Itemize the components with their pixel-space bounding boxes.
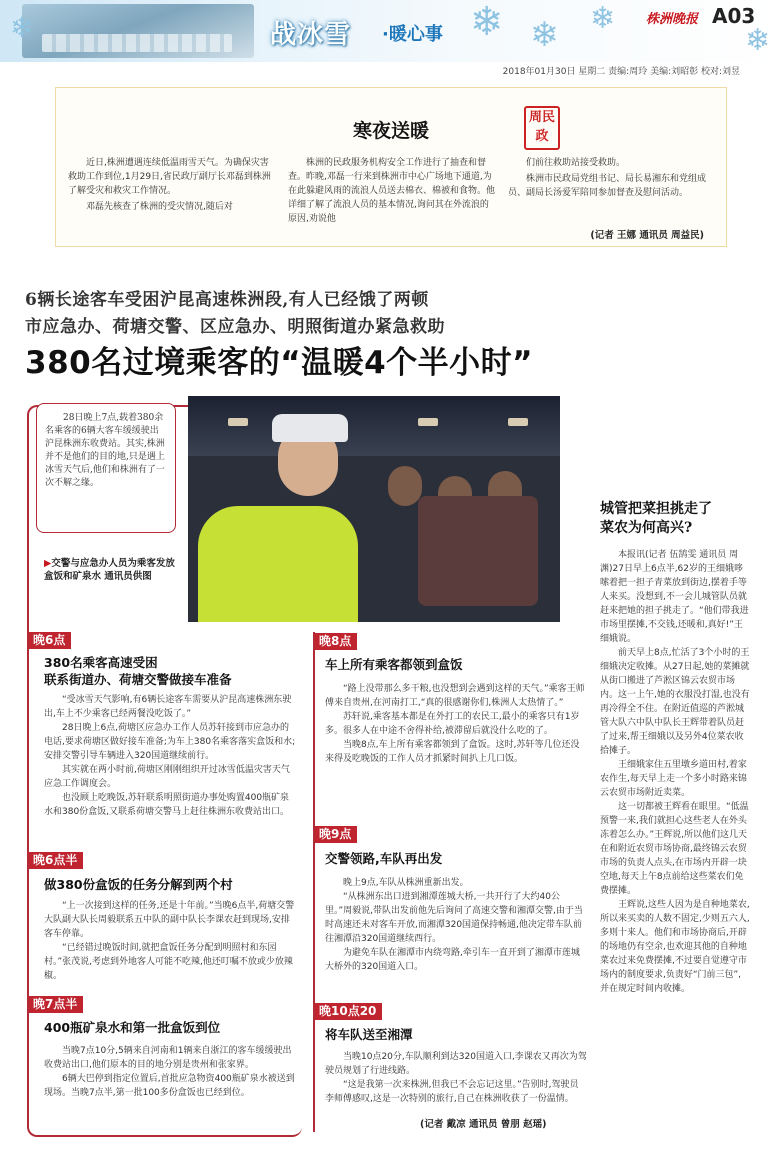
paragraph: 王辉说,这些人因为是自种地菜农,所以来买卖的人数不固定,少则五六人,多则十来人。他们和市场协商后,开辟的场地仍有空余,也欢迎其他的自种地菜农过来免费摆摊,不过要自觉遵守市场内的制度要求,负责好“门前三包”,并在规定时间内收摊。	[600, 900, 750, 994]
timeline-frame-right	[313, 632, 315, 1132]
section-title	[44, 654, 294, 688]
top-story-col-2	[288, 156, 496, 228]
snowflake-icon: ❄	[745, 23, 771, 58]
bus-ceiling	[188, 396, 560, 456]
paragraph: 王细娥家住五里墩乡道田村,着家农作生,每天早上走一个多小时路来锦云农贸市场附近卖菜。	[600, 760, 747, 798]
caption-text: 交警与应急办人员为乘客发放盒饭和矿泉水 通讯员供图	[44, 558, 175, 582]
main-byline: (记者 戴凉 通讯员 曾朋 赵瑶)	[420, 1119, 547, 1130]
paragraph: 近日,株洲遭遇连续低温雨雪天气。为确保灾害救助工作到位,1月29日,省民政厅副厅长邓磊到株洲了解受灾和救灾工作情况。	[68, 158, 271, 196]
paragraph: 邓磊先核查了株洲的受灾情况,随后对	[86, 202, 233, 212]
section-body	[44, 693, 296, 819]
title-line: 做380份盒饭的任务分解到两个村	[44, 877, 233, 892]
top-story-col-1	[68, 156, 276, 228]
side-story-title	[600, 500, 750, 538]
paragraph: 当晚8点,车上所有乘客都领到了盒饭。这时,苏轩等几位还没来得及吃晚饭的工作人员才抓紧时间扒上几口饭。	[325, 740, 580, 764]
masthead	[0, 0, 780, 62]
ceiling-light	[508, 418, 528, 426]
snowflake-icon: ❄	[530, 15, 559, 55]
triangle-icon: ▶	[44, 558, 52, 569]
officer-cap	[272, 414, 348, 442]
main-headline: 380名过境乘客的“温暖4个半小时”	[25, 345, 534, 381]
side-story-body	[600, 548, 750, 996]
paragraph: 也没顾上吃晚饭,苏轩联系明照街道办事处购置400瓶矿泉水和380份盒饭,又联系荷塘交警马上赶往株洲东收费站出口。	[44, 793, 290, 817]
paragraph: 株洲市民政局党组书记、局长易湘东和党组成员、副局长汤爱军陪同参加督查及慰问活动。	[508, 174, 707, 198]
section-body	[325, 682, 587, 766]
paragraph: 苏轩说,乘客基本都是在外打工的农民工,最小的乘客只有1岁多。很多人在中途不舍得补给,被滞留后就没什么吃的了。	[325, 712, 580, 736]
top-story-col-3	[508, 156, 716, 228]
title-line: 380名乘客高速受困	[44, 655, 158, 670]
paragraph: 株洲的民政服务机构安全工作进行了抽查和督查。昨晚,邓磊一行来到株洲市中心广场地下通道,为在此躲避风雨的流浪人员送去棉衣、棉被和食物。他详细了解了流浪人员的基本情况,询问其在外流浪的原因,劝说他	[288, 158, 496, 224]
ceiling-light	[418, 418, 438, 426]
title-line: 联系街道办、荷塘交警做接车准备	[44, 672, 232, 687]
section-title: 战冰雪	[270, 20, 352, 50]
paragraph: 6辆大巴停到指定位置后,首批应急物资400瓶矿泉水被送到现场。当晚7点半,第一批100多份盒饭也已经到位。	[44, 1074, 295, 1098]
time-tag: 晚6点半	[29, 852, 83, 869]
title-line: 车上所有乘客都领到盒饭	[325, 657, 463, 672]
paragraph: “受冰雪天气影响,有6辆长途客车需要从沪昆高速株洲东驶出,车上不少乘客已经两餐没吃饭了。”	[44, 695, 292, 719]
seal-text: 周民政	[528, 110, 555, 144]
section-body	[325, 1050, 587, 1106]
section-body	[325, 876, 587, 974]
officer-jacket	[198, 506, 358, 622]
time-tag: 晚7点半	[29, 996, 83, 1013]
masthead-photo	[22, 4, 254, 58]
title-line: 交警领路,车队再出发	[325, 851, 443, 866]
title-line: 城管把菜担挑走了	[600, 501, 712, 517]
paragraph: 本报讯(记者 伍鹄雯 通讯员 周渊)27日早上6点半,62岁的王细娥哆嗦着把一担子青菜放到街边,摆着手等人来买。没想到,不一会儿城管队员就赶来把她的担子挑走了。“他们带我进市场里摆摊,不交钱,还暖和,真好!”王细娥说。	[600, 550, 749, 644]
paragraph: “路上没带那么多干粮,也没想到会遇到这样的天气。”乘客王师傅来自贵州,在河南打工,“真的很感谢你们,株洲人太热情了。”	[325, 684, 585, 708]
top-story-box	[55, 87, 727, 247]
paragraph: 其实就在两小时前,荷塘区刚刚组织开过冰雪低温灾害天气应急工作调度会。	[44, 765, 290, 789]
snowflake-icon: ❄	[10, 11, 34, 44]
title-line: 菜农为何高兴?	[600, 520, 693, 536]
page-number: A03	[712, 4, 756, 28]
title-line: 400瓶矿泉水和第一批盒饭到位	[44, 1020, 221, 1035]
kicker-line-1: 6辆长途客车受困沪昆高速株洲段,有人已经饿了两顿	[25, 290, 429, 310]
paragraph: 为避免车队在湘潭市内绕弯路,牵引车一直开到了湘潭市莲城大桥外的320国道入口。	[325, 948, 580, 972]
paragraph: 当晚7点10分,5辆来自河南和1辆来自浙江的客车缓缓驶出收费站出口,他们原本的目的地分别是贵州和张家界。	[44, 1046, 292, 1070]
top-story-columns	[68, 156, 716, 228]
passenger	[388, 466, 422, 506]
paragraph: “这是我第一次来株洲,但我已不会忘记这里。”告别时,驾驶员李师傅感叹,这是一次特别的旅行,自己在株洲收获了一份温情。	[325, 1080, 579, 1104]
paragraph: “上一次接到这样的任务,还是十年前。”当晚6点半,荷塘交警大队副大队长周毅联系五中队的副中队长李课农赶到现场,安排客车停靠。	[44, 901, 295, 939]
time-tag: 晚6点	[29, 632, 71, 649]
section-body	[44, 899, 296, 983]
paragraph: 28日晚上6点,荷塘区应急办工作人员苏轩接到市应急办的电话,要求荷塘区做好接车准备;为车上380名乘客落实盒饭和水;安排交警引导车辆进入320国道继续前行。	[44, 723, 296, 761]
photo-caption	[44, 557, 179, 583]
ceiling-light	[228, 418, 248, 426]
section-body	[44, 1044, 296, 1100]
dateline: 2018年01月30日 星期二 责编:周玲 美编:刘昭彰 校对:刘昱	[502, 67, 740, 77]
section-title	[325, 1026, 585, 1043]
top-story-byline: (记者 王娜 通讯员 周益民)	[590, 230, 704, 241]
paragraph: “从株洲东出口进到湘潭莲城大桥,一共开行了大约40公里。”周毅说,带队出发前他先后询问了高速交警和湘潭交警,由于当时高速还未对客车开放,而湘潭320国道保持畅通,他决定带车队前往湘潭沿320国道继续西行。	[325, 892, 583, 944]
kicker-line-2: 市应急办、荷塘交警、区应急办、明照街道办紧急救助	[25, 317, 445, 337]
title-line: 将车队送至湘潭	[325, 1027, 413, 1042]
paragraph: “已经错过晚饭时间,就把盒饭任务分配到明照村和东园村。”张茂说,考虑到外地客人可能不吃辣,他还叮嘱不放或少放辣椒。	[44, 943, 293, 981]
section-title	[325, 850, 585, 867]
news-photo	[188, 396, 560, 622]
section-title	[325, 656, 585, 673]
passenger-group	[418, 496, 538, 606]
intro-box: 28日晚上7点,载着380余名乘客的6辆大客车缓缓驶出沪昆株洲东收费站。其实,株洲并不是他们的目的地,只是遇上冰雪天气后,他们和株洲有了一次不解之缘。	[36, 403, 176, 533]
paper-logo: 株洲晚报	[646, 12, 699, 27]
snowflake-icon: ❄	[590, 1, 616, 36]
time-tag: 晚9点	[315, 826, 357, 843]
time-tag: 晚8点	[315, 633, 357, 650]
paragraph: 们前往救助站接受救助。	[526, 158, 626, 168]
snowflake-icon: ❄	[470, 0, 504, 45]
paragraph: 这一切都被王辉看在眼里。“低温预警一来,我们就担心这些老人在外头冻着怎么办。”王辉说,所以他们这几天在和附近农贸市场协商,最终锦云农贸市场的负责人点头,在市场内开辟一块空地,每天上午8点前给这些菜农们免费摆摊。	[600, 802, 749, 896]
paragraph: 当晚10点20分,车队顺利到达320国道入口,李课农又再次为驾驶员规划了行进线路。	[325, 1052, 587, 1076]
paragraph: 前天早上8点,忙活了3个小时的王细娥决定收摊。从27日起,她的菜摊就从街口搬进了芦淞区锦云农贸市场内。这一上午,她的衣服没打湿,也没有再冷得全不住。在附近值巡的芦淞城管大队六中队中队长王辉带着队员赶了过来,帮王细娥以及另外4位菜农收拾摊子。	[600, 648, 750, 756]
section-title	[44, 1019, 294, 1036]
seal-stamp	[524, 106, 560, 150]
time-tag: 晚10点20	[315, 1003, 382, 1020]
top-story-title: 寒夜送暖	[352, 120, 429, 142]
paragraph: 晚上9点,车队从株洲重新出发。	[343, 878, 469, 888]
section-title	[44, 876, 294, 893]
section-subtitle: ·暖心事	[382, 24, 443, 45]
